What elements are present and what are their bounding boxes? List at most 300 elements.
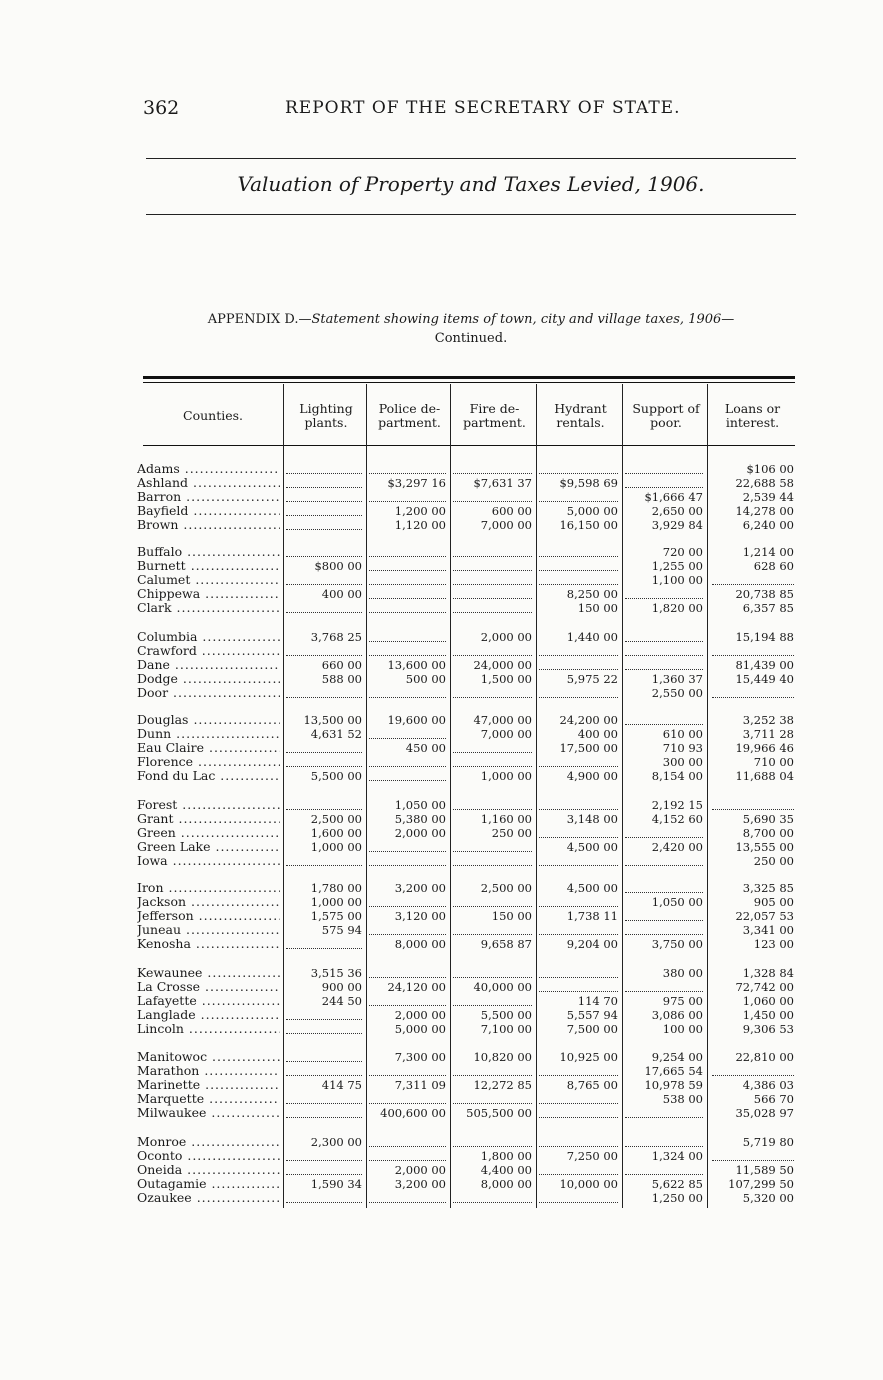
county-name: Columbia ..... [137,630,280,644]
county-name: Crawford ..... [137,644,280,658]
page-number: 362 [143,97,180,119]
table-cell: 380 00 [662,966,703,980]
county-name: Marquette ..... [137,1092,280,1106]
table-cell [453,755,532,767]
table-row [0,1135,883,1149]
table-cell: 20,738 85 [735,587,794,601]
table-cell: 1,575 00 [310,909,362,923]
county-name: Lafayette ..... [137,994,280,1008]
table-cell: 2,539 44 [742,490,794,504]
table-row [0,713,883,727]
divider-top [146,158,796,159]
table-cell: 5,320 00 [742,1191,794,1205]
table-cell: 5,000 00 [566,504,618,518]
table-row [0,727,883,741]
table-cell [369,686,446,698]
table-cell [286,1008,362,1020]
table-cell: 2,500 00 [480,881,532,895]
county-name: Milwaukee ..... [137,1106,280,1120]
county-name: Kewaunee ..... [137,966,280,980]
table-cell: 72,742 00 [735,980,794,994]
table-cell: 8,700 00 [742,826,794,840]
table-row [0,518,883,532]
table-cell [539,490,618,502]
table-cell: $7,631 37 [473,476,532,490]
table-cell: 1,000 00 [480,769,532,783]
table-cell: 5,500 00 [310,769,362,783]
table-cell [539,980,618,992]
table-cell: 710 93 [662,741,703,755]
county-name: Eau Claire ..... [137,741,280,755]
table-cell [286,1092,362,1104]
table-cell: 1,120 00 [394,518,446,532]
county-name: Jefferson ..... [137,909,280,923]
table-cell [625,826,703,838]
table-cell [539,895,618,907]
table-cell [625,1106,703,1118]
table-cell [286,545,362,557]
table-cell: 7,100 00 [480,1022,532,1036]
table-cell: 7,300 00 [394,1050,446,1064]
table-cell: 1,590 34 [310,1177,362,1191]
table-cell [539,1064,618,1076]
table-cell [286,1149,362,1161]
table-row [0,490,883,504]
table-row [0,881,883,895]
table-header-rule [143,445,795,446]
county-name: Burnett ..... [137,559,280,573]
appendix-caption-text: Statement showing items of town, city and village taxes, 1906— [311,312,735,327]
table-cell: 9,204 00 [566,937,618,951]
table-cell [369,1092,446,1104]
table-cell: 1,214 00 [742,545,794,559]
table-cell [625,462,703,474]
county-name: Buffalo ..... [137,545,280,559]
table-cell: 123 00 [753,937,794,951]
table-cell: 6,240 00 [742,518,794,532]
table-cell: 3,768 25 [310,630,362,644]
table-cell: 7,000 00 [480,727,532,741]
table-cell: 1,000 00 [310,895,362,909]
table-row [0,601,883,615]
table-cell: 538 00 [662,1092,703,1106]
table-row [0,741,883,755]
table-cell [369,462,446,474]
table-cell [369,490,446,502]
table-cell [625,909,703,921]
table-cell [286,1064,362,1076]
table-cell: 3,325 85 [742,881,794,895]
table-cell: 114 70 [577,994,618,1008]
table-cell: 10,978 59 [644,1078,703,1092]
county-name: Florence ..... [137,755,280,769]
county-name: Ozaukee ..... [137,1191,280,1205]
header-support-of-poor: Support of poor. [632,401,700,430]
table-cell [369,644,446,656]
table-cell: 10,820 00 [473,1050,532,1064]
table-cell: 14,278 00 [735,504,794,518]
table-cell: 35,028 97 [735,1106,794,1120]
table-cell: 2,000 00 [394,1008,446,1022]
table-cell: 10,925 00 [559,1050,618,1064]
header-hydrant-rentals: Hydrant rentals. [554,401,607,430]
table-cell [539,545,618,557]
table-cell: 1,255 00 [651,559,703,573]
table-cell [286,937,362,949]
table-cell: 7,500 00 [566,1022,618,1036]
table-cell: 40,000 00 [473,980,532,994]
table-row [0,1064,883,1078]
table-cell: 7,311 09 [394,1078,446,1092]
county-name: Brown ..... [137,518,280,532]
table-cell [625,644,703,656]
table-cell [539,755,618,767]
county-name: Barron ..... [137,490,280,504]
county-name: Bayfield ..... [137,504,280,518]
table-row [0,769,883,783]
table-cell: 5,557 94 [566,1008,618,1022]
table-top-rule-thin [143,382,795,383]
table-cell: 3,515 36 [310,966,362,980]
table-cell: 628 60 [753,559,794,573]
table-cell: 1,738 11 [566,909,618,923]
table-cell: 150 00 [491,909,532,923]
table-cell: 720 00 [662,545,703,559]
county-name: Jackson ..... [137,895,280,909]
table-cell: 1,440 00 [566,630,618,644]
table-cell: 2,000 00 [394,826,446,840]
table-row [0,980,883,994]
table-cell [712,644,794,656]
table-cell [453,966,532,978]
table-cell: 3,252 38 [742,713,794,727]
table-cell: 610 00 [662,727,703,741]
county-name: Dodge ..... [137,672,280,686]
table-row [0,630,883,644]
table-cell: 5,500 00 [480,1008,532,1022]
table-cell: 1,800 00 [480,1149,532,1163]
table-cell [453,686,532,698]
table-cell: 3,750 00 [651,937,703,951]
table-cell: 2,192 15 [651,798,703,812]
table-cell [539,573,618,585]
table-row [0,812,883,826]
table-cell: 6,357 85 [742,601,794,615]
table-cell [369,559,446,571]
table-cell [539,686,618,698]
table-cell [453,1092,532,1104]
table-cell [369,1149,446,1161]
table-cell [369,769,446,781]
table-cell [369,1135,446,1147]
table-cell [369,923,446,935]
table-cell [539,826,618,838]
table-cell: 19,966 46 [735,741,794,755]
table-cell: 1,600 00 [310,826,362,840]
county-name: Clark ..... [137,601,280,615]
table-cell [286,1106,362,1118]
table-cell [453,644,532,656]
table-cell: 905 00 [753,895,794,909]
table-cell [286,573,362,585]
table-cell: 400 00 [321,587,362,601]
table-row [0,1106,883,1120]
table-cell [625,658,703,670]
county-name: Juneau ..... [137,923,280,937]
table-cell: 2,550 00 [651,686,703,700]
table-cell: 1,820 00 [651,601,703,615]
table-cell [286,644,362,656]
table-cell [539,644,618,656]
county-name: Iowa ..... [137,854,280,868]
table-cell [625,476,703,488]
table-cell [286,686,362,698]
table-cell: $1,666 47 [644,490,703,504]
table-cell: 15,194 88 [735,630,794,644]
table-cell: 450 00 [405,741,446,755]
table-cell: 15,449 40 [735,672,794,686]
table-cell [286,755,362,767]
table-cell: 5,380 00 [394,812,446,826]
county-name: Green ..... [137,826,280,840]
county-name: Oconto ..... [137,1149,280,1163]
county-name: Monroe ..... [137,1135,280,1149]
table-cell [369,545,446,557]
table-cell [286,741,362,753]
table-cell [539,854,618,866]
divider-bottom [146,214,796,215]
table-cell [286,1050,362,1062]
table-cell: 11,688 04 [735,769,794,783]
table-cell: 250 00 [491,826,532,840]
table-cell [453,1191,532,1203]
table-row [0,755,883,769]
table-cell: 250 00 [753,854,794,868]
table-cell [539,1163,618,1175]
table-cell: 4,400 00 [480,1163,532,1177]
table-cell: 8,154 00 [651,769,703,783]
table-cell [625,923,703,935]
table-cell: 4,386 03 [742,1078,794,1092]
table-row [0,826,883,840]
table-cell [286,854,362,866]
table-row [0,573,883,587]
table-row [0,1008,883,1022]
table-row [0,937,883,951]
table-cell: 975 00 [662,994,703,1008]
table-cell [539,559,618,571]
running-head: REPORT OF THE SECRETARY OF STATE. [285,98,681,118]
table-cell [625,713,703,725]
table-cell: 9,306 53 [742,1022,794,1036]
table-cell [369,601,446,613]
table-row [0,854,883,868]
table-cell [369,630,446,642]
table-cell [286,518,362,530]
table-cell: 16,150 00 [559,518,618,532]
table-row [0,798,883,812]
table-cell: 2,000 00 [394,1163,446,1177]
table-cell [453,994,532,1006]
table-cell: 3,148 00 [566,812,618,826]
table-cell: 1,250 00 [651,1191,703,1205]
table-cell: 1,450 00 [742,1008,794,1022]
table-cell: 1,780 00 [310,881,362,895]
table-cell: 2,000 00 [480,630,532,644]
table-row [0,923,883,937]
header-lighting-plants: Lighting plants. [299,401,353,430]
table-cell [369,755,446,767]
table-cell: 12,272 85 [473,1078,532,1092]
table-cell [369,840,446,852]
table-cell: 100 00 [662,1022,703,1036]
table-cell: 414 75 [321,1078,362,1092]
table-cell [286,504,362,516]
table-cell: 24,120 00 [387,980,446,994]
table-cell: 9,658 87 [480,937,532,951]
table-cell: 13,555 00 [735,840,794,854]
table-cell: $106 00 [746,462,794,476]
table-cell [286,1191,362,1203]
table-cell [286,798,362,810]
table-cell: 2,650 00 [651,504,703,518]
table-cell: 3,200 00 [394,1177,446,1191]
header-loans-or-interest: Loans or interest. [724,401,781,430]
table-cell: 3,086 00 [651,1008,703,1022]
table-cell: 505,500 00 [466,1106,532,1120]
table-cell: $800 00 [314,559,362,573]
table-cell [453,840,532,852]
table-row [0,909,883,923]
table-row [0,840,883,854]
table-cell [539,1106,618,1118]
table-cell [453,741,532,753]
table-cell: 1,360 37 [651,672,703,686]
table-cell [369,1064,446,1076]
table-cell [539,1092,618,1104]
table-cell: 300 00 [662,755,703,769]
table-cell: 24,200 00 [559,713,618,727]
table-cell: $9,598 69 [559,476,618,490]
table-cell: 4,500 00 [566,840,618,854]
table-cell [453,490,532,502]
table-row [0,644,883,658]
county-name: Chippewa ..... [137,587,280,601]
table-cell [286,601,362,613]
table-cell [539,966,618,978]
table-cell: 900 00 [321,980,362,994]
table-cell [369,573,446,585]
table-cell: 13,600 00 [387,658,446,672]
table-cell [369,587,446,599]
table-cell [369,895,446,907]
county-name: Dane ..... [137,658,280,672]
table-cell [453,1064,532,1076]
table-cell [625,1163,703,1175]
table-cell: 5,690 35 [742,812,794,826]
table-cell: 22,057 53 [735,909,794,923]
table-cell: 1,100 00 [651,573,703,587]
table-cell [453,798,532,810]
county-name: Door ..... [137,686,280,700]
county-name: Marinette ..... [137,1078,280,1092]
county-name: Outagamie ..... [137,1177,280,1191]
table-row [0,462,883,476]
table-cell: 19,600 00 [387,713,446,727]
table-cell: 7,000 00 [480,518,532,532]
table-row [0,587,883,601]
table-cell: 4,631 52 [310,727,362,741]
table-cell [286,476,362,488]
table-cell: 566 70 [753,1092,794,1106]
table-row [0,559,883,573]
table-cell: 3,120 00 [394,909,446,923]
table-cell [453,854,532,866]
table-cell: 7,250 00 [566,1149,618,1163]
table-cell: 400,600 00 [380,1106,446,1120]
table-cell [539,1191,618,1203]
table-row [0,966,883,980]
table-cell [453,923,532,935]
table-cell [712,686,794,698]
table-cell: 150 00 [577,601,618,615]
table-cell [453,587,532,599]
table-cell: 107,299 50 [728,1177,794,1191]
table-cell [369,1191,446,1203]
table-cell [453,601,532,613]
table-row [0,1050,883,1064]
table-cell: 710 00 [753,755,794,769]
table-cell [453,573,532,585]
table-row [0,476,883,490]
table-cell: 1,200 00 [394,504,446,518]
table-cell: 4,900 00 [566,769,618,783]
table-cell: 5,000 00 [394,1022,446,1036]
table-cell [286,1022,362,1034]
table-row [0,545,883,559]
table-cell: 600 00 [491,504,532,518]
table-cell: 244 50 [321,994,362,1008]
table-cell [539,1135,618,1147]
table-cell: 500 00 [405,672,446,686]
table-row [0,1191,883,1205]
table-cell: 575 94 [321,923,362,937]
table-cell: 1,500 00 [480,672,532,686]
table-cell: 3,341 00 [742,923,794,937]
county-name: Adams ..... [137,462,280,476]
table-row [0,504,883,518]
table-cell [369,994,446,1006]
table-cell: 47,000 00 [473,713,532,727]
table-cell: $3,297 16 [387,476,446,490]
table-cell: 1,160 00 [480,812,532,826]
county-name: Douglas ..... [137,713,280,727]
table-cell [712,573,794,585]
table-cell: 22,688 58 [735,476,794,490]
table-cell: 660 00 [321,658,362,672]
county-name: Manitowoc ..... [137,1050,280,1064]
document-title: Valuation of Property and Taxes Levied, 1906. [237,172,705,196]
table-cell: 2,300 00 [310,1135,362,1149]
table-cell: 1,324 00 [651,1149,703,1163]
appendix-caption [146,310,796,348]
county-name: Forest ..... [137,798,280,812]
table-cell: 10,000 00 [559,1177,618,1191]
table-cell [625,587,703,599]
table-row [0,994,883,1008]
table-top-rule [143,376,795,379]
table-cell: 1,050 00 [394,798,446,812]
